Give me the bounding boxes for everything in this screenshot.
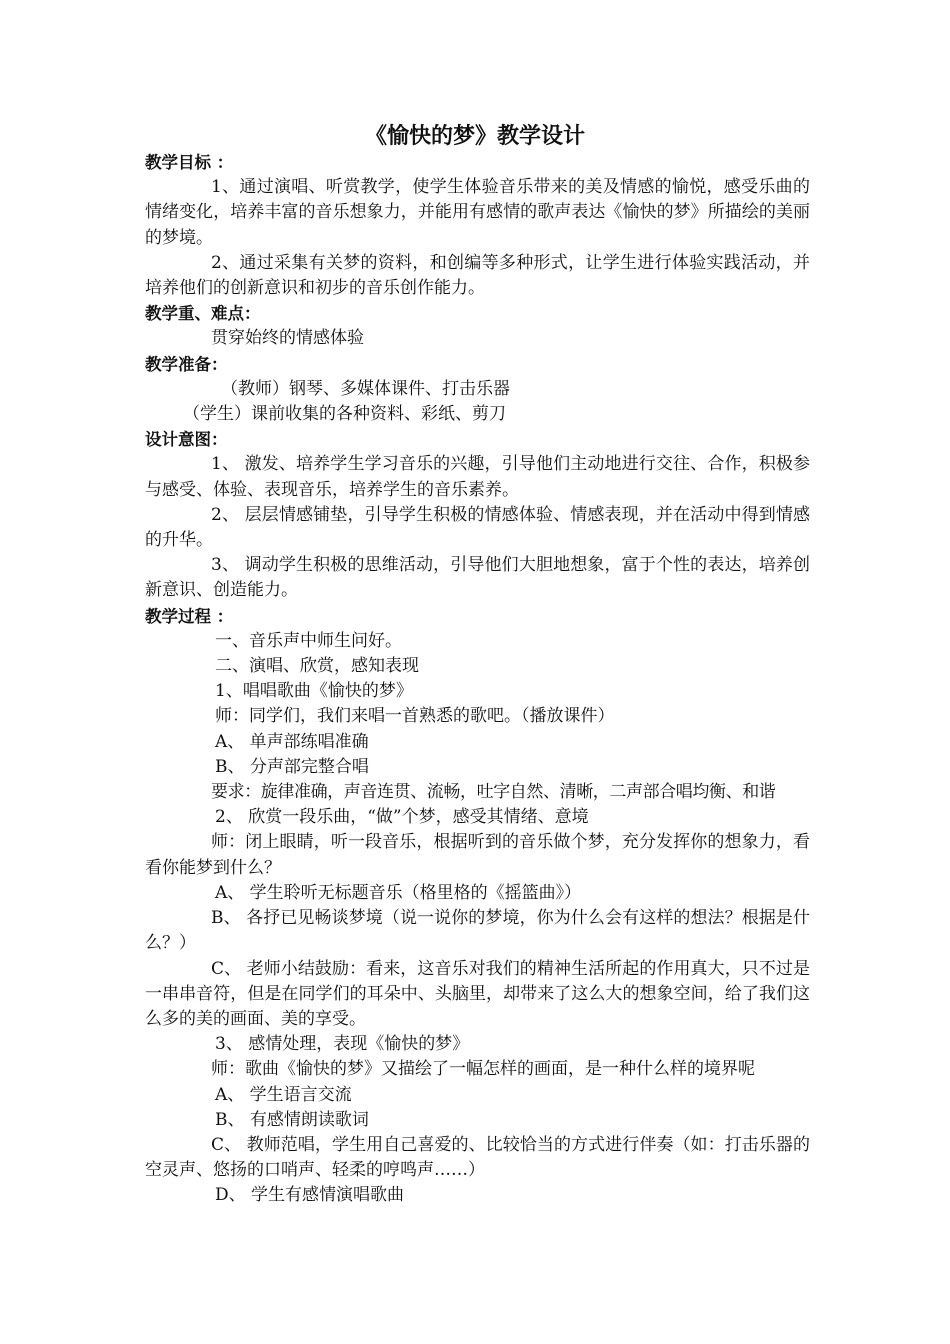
- process-line: D、 学生有感情演唱歌曲: [215, 1185, 405, 1206]
- process-line: 3、 感情处理，表现《愉快的梦》: [215, 1034, 470, 1055]
- preparation-teacher: （教师）钢琴、多媒体课件、打击乐器: [221, 378, 510, 399]
- process-line: 1、唱唱歌曲《愉快的梦》: [215, 681, 413, 702]
- process-line: A、 单声部练唱准确: [215, 731, 369, 752]
- process-heading: 教学过程 ：: [145, 606, 234, 626]
- preparation-heading: 教学准备：: [145, 354, 228, 374]
- keypoints-heading: 教学重、难点：: [145, 304, 261, 324]
- intent-item: 3、 调动学生积极的思维活动，引导他们大胆地想象，富于个性的表达，培养创新意识、创造能力。: [145, 555, 810, 601]
- intent-heading: 设计意图：: [145, 430, 228, 450]
- process-line: B、 有感情朗读歌词: [215, 1109, 369, 1130]
- process-line: 2、 欣赏一段乐曲，“做”个梦，感受其情绪、意境: [215, 807, 589, 828]
- process-line: B、 各抒已见畅谈梦境（说一说你的梦境，你为什么会有这样的想法？根据是什么？）: [145, 908, 810, 954]
- process-line: 要求：旋律准确，声音连贯、流畅，吐字自然、清晰，二声部合唱均衡、和谐: [211, 782, 776, 803]
- intent-item: 1、 激发、培养学生学习音乐的兴趣，引导他们主动地进行交往、合作，积极参与感受、体验、表现音乐，培养学生的音乐素养。: [145, 454, 810, 500]
- process-line: 师：歌曲《愉快的梦》又描绘了一幅怎样的画面，是一种什么样的境界呢: [211, 1059, 755, 1080]
- intent-item: 2、 层层情感铺垫，引导学生积极的情感体验、情感表现，并在活动中得到情感的升华。: [145, 504, 810, 551]
- process-line: C、 老师小结鼓励：看来，这音乐对我们的精神生活所起的作用真大，只不过是一串串音符，但是在同学们的耳朵中、头脑里，却带来了这么大的想象空间，给了我们这么多的美的画面、美的享受。: [145, 958, 810, 1029]
- process-line: A、 学生语言交流: [215, 1084, 352, 1105]
- document-title: 《愉快的梦》教学设计: [364, 124, 585, 149]
- goals-heading: 教学目标 ：: [145, 153, 234, 172]
- document-body: [145, 150, 810, 1209]
- process-line: 一、音乐声中师生问好。: [215, 630, 402, 651]
- process-line: 二、演唱、欣赏，感知表现: [215, 656, 419, 677]
- process-line: 师：同学们，我们来唱一首熟悉的歌吧。（播放课件）: [215, 706, 615, 727]
- process-line: B、 分声部完整合唱: [215, 756, 369, 777]
- goal-item: 2、通过采集有关梦的资料，和创编等多种形式，让学生进行体验实践活动，并培养他们的创新意识和初步的音乐创作能力。: [145, 252, 810, 299]
- process-line: 师：闭上眼睛，听一段音乐，根据听到的音乐做个梦，充分发挥你的想象力，看看你能梦到什么？: [145, 832, 810, 878]
- goal-item: 1、通过演唱、听赏教学，使学生体验音乐带来的美及情感的愉悦，感受乐曲的情绪变化，培养丰富的音乐想象力，并能用有感情的歌声表达《愉快的梦》所描绘的美丽的梦境。: [145, 177, 810, 248]
- keypoints-text: 贯穿始终的情感体验: [211, 328, 364, 349]
- preparation-student: （学生）课前收集的各种资料、彩纸、剪刀: [183, 404, 506, 425]
- process-line: C、 教师范唱，学生用自己喜爱的、比较恰当的方式进行伴奏（如：打击乐器的空灵声、悠扬的口哨声、轻柔的哼鸣声……）: [145, 1134, 810, 1181]
- process-line: A、 学生聆听无标题音乐（格里格的《摇篮曲》）: [215, 882, 582, 903]
